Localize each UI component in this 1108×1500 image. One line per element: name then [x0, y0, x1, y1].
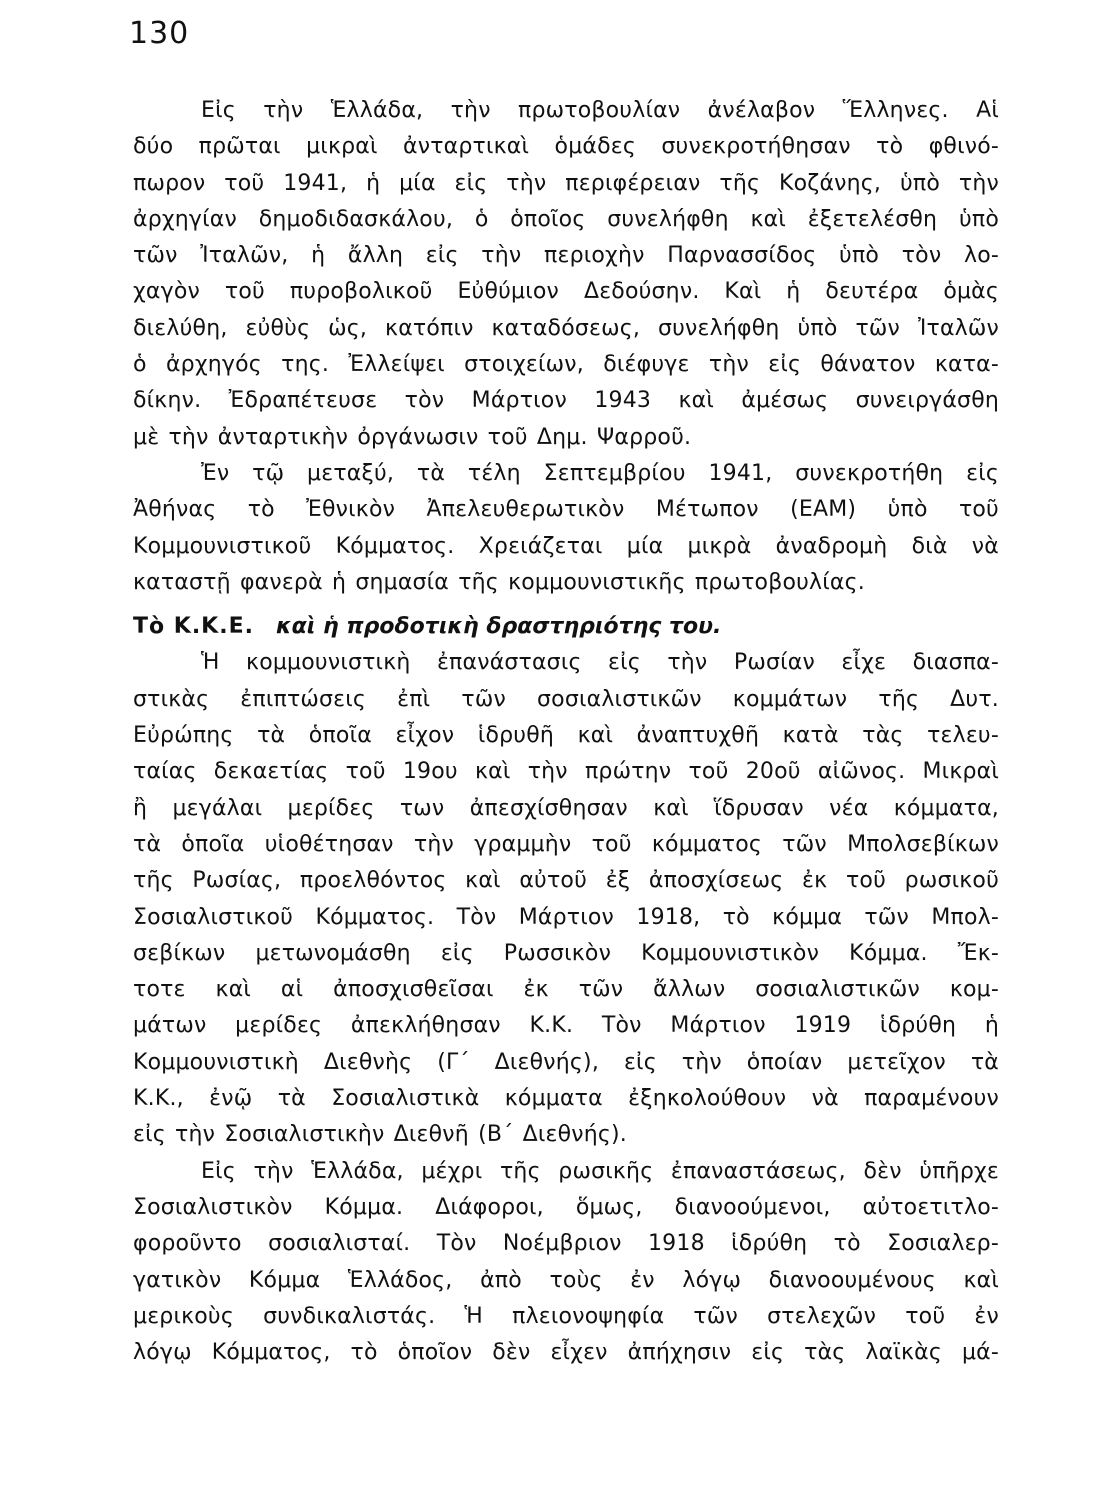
text-line: Σοσιαλιστικὸν Κόμμα. Διάφοροι, ὅμως, διανοούμενοι, αὐτοετιτλο- — [133, 1194, 999, 1220]
text-line: τοτε καὶ αἱ ἀποσχισθεῖσαι ἐκ τῶν ἄλλων σοσιαλιστικῶν κομ- — [133, 977, 999, 1003]
text-line: γατικὸν Κόμμα Ἑλλάδος, ἀπὸ τοὺς ἐν λόγῳ διανοουμένους καὶ — [133, 1267, 999, 1293]
section-heading-abbr: Τὸ Κ.Κ.Ε. — [133, 614, 254, 640]
text-line: καταστῇ φανερὰ ἡ σημασία τῆς κομμουνιστικῆς πρωτοβουλίας. — [133, 569, 865, 595]
text-line: Σοσιαλιστικοῦ Κόμματος. Τὸν Μάρτιον 1918, τὸ κόμμα τῶν Μπολ- — [133, 904, 999, 930]
text-line: μὲ τὴν ἀνταρτικὴν ὀργάνωσιν τοῦ Δημ. Ψαρροῦ. — [133, 424, 692, 450]
text-line: στικὰς ἐπιπτώσεις ἐπὶ τῶν σοσιαλιστικῶν κομμάτων τῆς Δυτ. — [133, 686, 999, 712]
text-line: μερικοὺς συνδικαλιστάς. Ἡ πλειονοψηφία τῶν στελεχῶν τοῦ ἐν — [133, 1303, 999, 1329]
text-line: Κομμουνιστικὴ Διεθνὴς (Γ΄ Διεθνής), εἰς τὴν ὁποίαν μετεῖχον τὰ — [133, 1049, 999, 1075]
text-line: λόγῳ Κόμματος, τὸ ὁποῖον δὲν εἶχεν ἀπήχησιν εἰς τὰς λαϊκὰς μά- — [133, 1340, 999, 1366]
text-line: διελύθη, εὐθὺς ὡς, κατόπιν καταδόσεως, συνελήφθη ὑπὸ τῶν Ἰταλῶν — [133, 315, 999, 341]
text-line: χαγὸν τοῦ πυροβολικοῦ Εὐθύμιον Δεδούσην. Καὶ ἡ δευτέρα ὁμὰς — [133, 279, 999, 305]
text-line: πωρον τοῦ 1941, ἡ μία εἰς τὴν περιφέρειαν τῆς Κοζάνης, ὑπὸ τὴν — [133, 170, 999, 196]
text-line: δίκην. Ἐδραπέτευσε τὸν Μάρτιον 1943 καὶ ἀμέσως συνειργάσθη — [133, 388, 999, 414]
text-line: τῶν Ἰταλῶν, ἡ ἄλλη εἰς τὴν περιοχὴν Παρνασσίδος ὑπὸ τὸν λο- — [133, 243, 999, 269]
text-line: Ἐν τῷ μεταξύ, τὰ τέλη Σεπτεμβρίου 1941, συνεκροτήθη εἰς — [201, 460, 999, 486]
text-line: φοροῦντο σοσιαλισταί. Τὸν Νοέμβριον 1918 ἱδρύθη τὸ Σοσιαλερ- — [133, 1231, 999, 1257]
text-line: τῆς Ρωσίας, προελθόντος καὶ αὐτοῦ ἐξ ἀποσχίσεως ἐκ τοῦ ρωσικοῦ — [133, 868, 999, 894]
text-line: Εἰς τὴν Ἑλλάδα, μέχρι τῆς ρωσικῆς ἐπαναστάσεως, δὲν ὑπῆρχε — [201, 1158, 999, 1184]
text-line: τὰ ὁποῖα υἱοθέτησαν τὴν γραμμὴν τοῦ κόμματος τῶν Μπολσεβίκων — [133, 831, 999, 857]
text-line: Κ.Κ., ἐνῷ τὰ Σοσιαλιστικὰ κόμματα ἐξηκολούθουν νὰ παραμένουν — [133, 1086, 999, 1112]
paragraph-communist-revolution — [133, 645, 999, 1153]
text-line: Εὐρώπης τὰ ὁποῖα εἶχον ἱδρυθῆ καὶ ἀναπτυχθῆ κατὰ τὰς τελευ- — [133, 723, 999, 749]
text-line: εἰς τὴν Σοσιαλιστικὴν Διεθνῆ (Β΄ Διεθνής). — [133, 1122, 627, 1148]
text-line: Ἀθήνας τὸ Ἐθνικὸν Ἀπελευθερωτικὸν Μέτωπον (ΕΑΜ) ὑπὸ τοῦ — [133, 497, 999, 523]
paragraph-greek-socialism — [133, 1154, 999, 1372]
paragraph-greek-initiative — [133, 93, 999, 456]
text-line: Ἡ κομμουνιστικὴ ἐπανάστασις εἰς τὴν Ρωσίαν εἶχε διασπα- — [201, 650, 999, 676]
text-line: ταίας δεκαετίας τοῦ 19ου καὶ τὴν πρώτην τοῦ 20οῦ αἰῶνος. Μικραὶ — [133, 759, 999, 785]
text-line: δύο πρῶται μικραὶ ἀνταρτικαὶ ὁμάδες συνεκροτήθησαν τὸ φθινό- — [133, 134, 999, 160]
text-line: ἀρχηγίαν δημοδιδασκάλου, ὁ ὁποῖος συνελήφθη καὶ ἐξετελέσθη ὑπὸ — [133, 206, 999, 232]
page-body — [133, 93, 999, 1371]
text-line: ἢ μεγάλαι μερίδες των ἀπεσχίσθησαν καὶ ἵδρυσαν νέα κόμματα, — [133, 795, 999, 821]
text-line: μάτων μερίδες ἀπεκλήθησαν Κ.Κ. Τὸν Μάρτιον 1919 ἱδρύθη ἡ — [133, 1013, 999, 1039]
text-line: Κομμουνιστικοῦ Κόμματος. Χρειάζεται μία μικρὰ ἀναδρομὴ διὰ νὰ — [133, 533, 999, 559]
section-heading-title: καὶ ἡ προδοτικὴ δραστηριότης του. — [275, 614, 722, 640]
text-line: Εἰς τὴν Ἑλλάδα, τὴν πρωτοβουλίαν ἀνέλαβον Ἕλληνες. Αἱ — [201, 98, 999, 123]
text-line: σεβίκων μετωνομάσθη εἰς Ρωσσικὸν Κομμουνιστικὸν Κόμμα. Ἔκ- — [133, 940, 999, 966]
text-line: ὁ ἀρχηγός της. Ἐλλείψει στοιχείων, διέφυγε τὴν εἰς θάνατον κατα- — [133, 352, 999, 378]
page-number: 130 — [129, 16, 190, 51]
paragraph-eam-founding — [133, 456, 999, 601]
section-heading — [133, 609, 999, 645]
